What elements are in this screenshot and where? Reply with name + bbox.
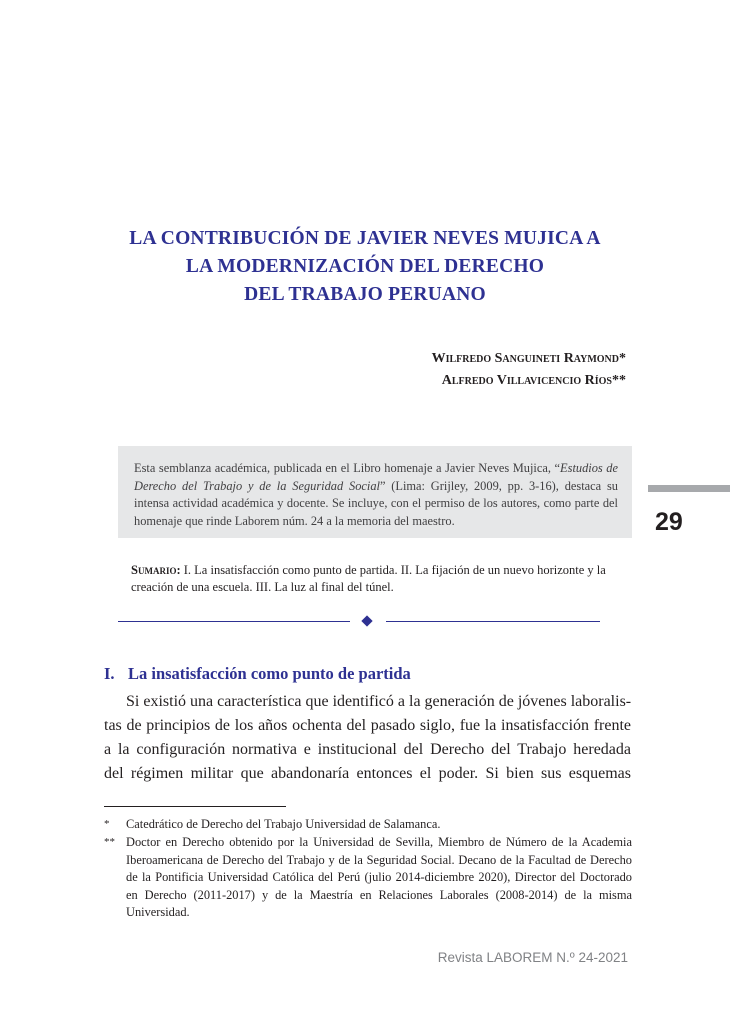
summary-label: Sumario: (131, 563, 181, 577)
page-number: 29 (655, 508, 683, 536)
section-number: I. (104, 664, 115, 683)
page-edge-bar (648, 485, 730, 492)
footnote-rule (104, 806, 286, 807)
author-name: Wilfredo Sanguineti Raymond* (431, 351, 626, 366)
title-line: LA MODERNIZACIÓN DEL DERECHO (185, 256, 545, 277)
article-title (100, 225, 630, 309)
body-line: Si existió una característica que identificó a la generación de jóvenes laboralis- (126, 693, 632, 710)
footnote-mark: * (104, 818, 110, 830)
summary-text: I. La insatisfacción como punto de partida. II. La fijación de un nuevo horizonte y la creación de una escuela. III. La luz al final del túnel. (131, 563, 606, 594)
abstract-book-title: Estudios de Derecho del Trabajo y de la Seguridad Social (134, 461, 618, 493)
body-line: del régimen militar que abandonaría entonces el poder. Si bien sus esquemas (104, 765, 631, 782)
footnote (104, 834, 632, 921)
footnote-text: Doctor en Derecho obtenido por la Universidad de Sevilla, Miembro de Número de la Academia Iberoamericana de Derecho del Trabajo y de la Seguridad Social. Decano de la Facultad de Derecho de la Pontificia Universidad Católica del Perú (julio 2014-diciembre 2020), Director del Doctorado en Derecho (2011-2017) y de la Maestría en Relaciones Laborales (2008-2014) de la misma Universidad. (126, 835, 632, 920)
journal-footer: Revista LABOREM N.º 24-2021 (437, 950, 628, 965)
divider-line-left (118, 621, 350, 622)
section-title: La insatisfacción como punto de partida (128, 664, 411, 683)
body-line: tas de principios de los años ochenta del pasado siglo, fue la insatisfacción frente (104, 717, 631, 734)
footnotes (104, 816, 632, 922)
author-name: Alfredo Villavicencio Ríos** (441, 373, 626, 388)
body-paragraph (104, 690, 631, 786)
footnote (104, 816, 632, 833)
body-line: a la configuración normativa e institucional del Derecho del Trabajo heredada (104, 741, 631, 758)
divider-diamond-icon (361, 615, 372, 626)
summary (131, 562, 631, 596)
divider-line-right (386, 621, 600, 622)
section-heading (104, 664, 411, 684)
title-line: LA CONTRIBUCIÓN DE JAVIER NEVES MUJICA A (129, 228, 601, 249)
title-line: DEL TRABAJO PERUANO (244, 284, 486, 305)
footnote-mark: ** (104, 836, 115, 849)
author-list (432, 348, 626, 392)
abstract-box (118, 446, 632, 538)
abstract-text: Esta semblanza académica, publicada en el Libro homenaje a Javier Neves Mujica, “ (134, 461, 561, 475)
footnote-text: Catedrático de Derecho del Trabajo Universidad de Salamanca. (126, 817, 441, 831)
abstract-text-rest: ” (Lima: Grijley, 2009, pp. 3-16), destaca su intensa actividad académica y docente. Se incluye, con el permiso de los autores, como parte del homenaje que rinde Laborem núm. 24 a la memoria del maestro. (134, 478, 618, 528)
